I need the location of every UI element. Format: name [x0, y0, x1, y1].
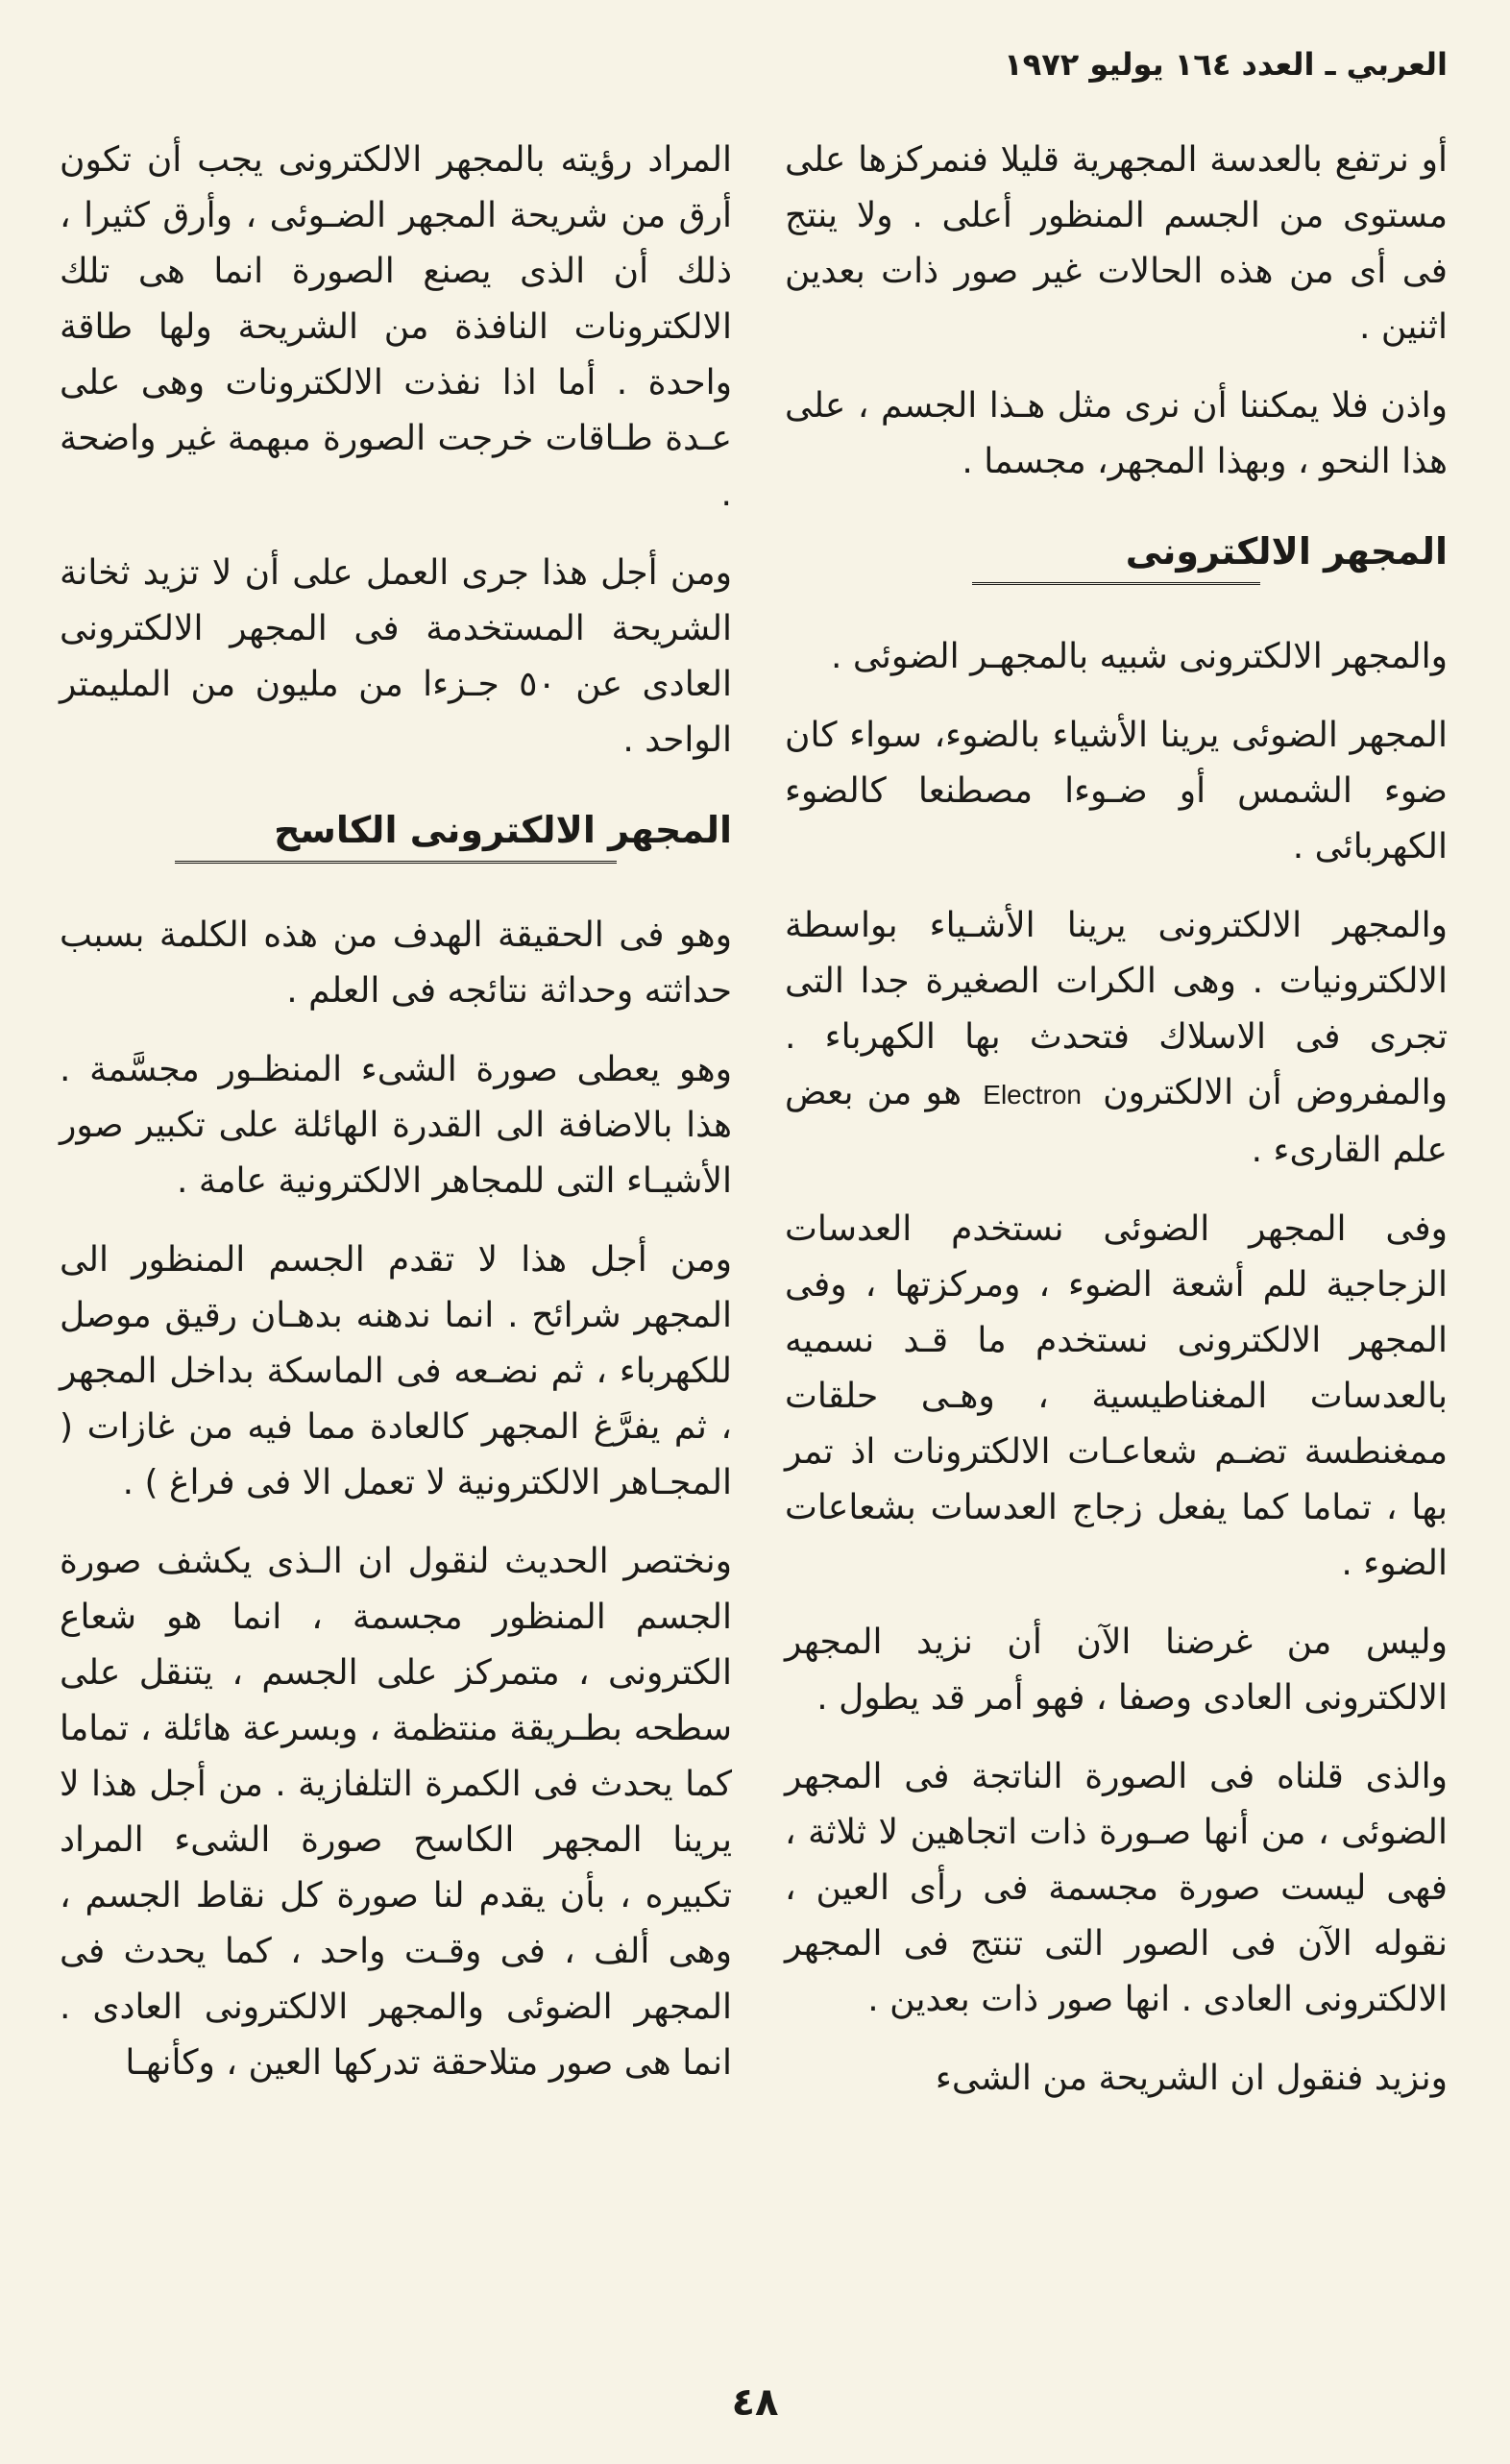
paragraph: والذى قلناه فى الصورة الناتجة فى المجهر الضوئى ، من أنها صـورة ذات اتجاهين لا ثلاثة ، فهى ليست صورة مجسمة فى رأى العين ، نقوله الآن فى الصور التى تنتج فى المجهر الالكترونى العادى . انها صور ذات بعدين . — [785, 1757, 1448, 2019]
paragraph: وهو يعطى صورة الشىء المنظـور مجسَّمة . هذا بالاضافة الى القدرة الهائلة على تكبير صور الأشيـاء التى للمجاهر الالكترونية عامة . — [60, 1050, 732, 1201]
left-column — [60, 133, 732, 2114]
running-header: العربي ـ العدد ١٦٤ يوليو ١٩٧٢ — [1004, 46, 1448, 83]
section-heading — [785, 523, 1448, 585]
paragraph: وهو فى الحقيقة الهدف من هذه الكلمة بسبب حداثته وحداثة نتائجه فى العلم . — [60, 915, 732, 1011]
right-column — [785, 133, 1448, 2130]
paragraph: أو نرتفع بالعدسة المجهرية قليلا فنمركزها على مستوى من الجسم المنظور أعلى . ولا ينتج فى أى من هذه الحالات غير صور ذات بعدين اثنين . — [785, 140, 1448, 347]
paragraph: ونختصر الحديث لنقول ان الـذى يكشف صورة الجسم المنظور مجسمة ، انما هو شعاع الكترونى ، متمركز على الجسم ، يتنقل على سطحه بطـريقة منتظمة ، وبسرعة هائلة ، تماما كما يحدث فى الكمرة التلفازية . من أجل هذا لا يرينا المجهر الكاسح صورة الشىء المراد تكبيره ، بأن يقدم لنا صورة كل نقاط الجسم ، وهى ألف ، فى وقـت واحد ، كما يحدث فى المجهر الضوئى والمجهر الالكترونى العادى . انما هى صور متلاحقة تدركها العين ، وكأنهـا — [60, 1542, 732, 2083]
section-heading — [60, 801, 732, 864]
section-heading-text: المجهر الالكترونى الكاسح — [274, 809, 732, 851]
paragraph — [785, 898, 1448, 1179]
paragraph: ومن أجل هذا جرى العمل على أن لا تزيد ثخانة الشريحة المستخدمة فى المجهر الالكترونى العادى عن ٥٠ جـزءا من مليون من المليمتر الواحد . — [60, 553, 732, 760]
section-heading-text: المجهر الالكترونى — [1125, 530, 1448, 573]
paragraph-text: والمجهر الالكترونى يرينا الأشـياء بواسطة الالكترونيات . وهى الكرات الصغيرة جدا التى تجرى فى الاسلاك فتحدث بها الكهرباء . والمفروض أن الالكترون — [785, 906, 1448, 1112]
paragraph: واذن فلا يمكننا أن نرى مثل هـذا الجسم ، على هذا النحو ، وبهذا المجهر، مجسما . — [785, 386, 1448, 481]
paragraph: وفى المجهر الضوئى نستخدم العدسات الزجاجية للم أشعة الضوء ، ومركزتها ، وفى المجهر الالكترونى نستخدم ما قـد نسميه بالعدسات المغناطيسية ، وهـى حلقات ممغنطسة تضـم شعاعـات الالكترونات اذ تمر بها ، تماما كما يفعل زجاج العدسات بشعاعات الضوء . — [785, 1209, 1448, 1583]
page-number: ٤٨ — [731, 2380, 779, 2425]
paragraph: وليس من غرضنا الآن أن نزيد المجهر الالكترونى العادى وصفا ، فهو أمر قد يطول . — [785, 1622, 1448, 1718]
paragraph: المجهر الضوئى يرينا الأشياء بالضوء، سواء كان ضوء الشمس أو ضـوءا مصطنعا كالضوء الكهربائى . — [785, 716, 1448, 866]
latin-term: Electron — [983, 1080, 1082, 1110]
paragraph: ونزيد فنقول ان الشريحة من الشىء — [935, 2059, 1448, 2098]
paragraph: المراد رؤيته بالمجهر الالكترونى يجب أن تكون أرق من شريحة المجهر الضـوئى ، وأرق كثيرا ، ذلك أن الذى يصنع الصورة انما هى تلك الالكترونات النافذة من الشريحة ولها طاقة واحدة . أما اذا نفذت الالكترونات وهى على عـدة طـاقات خرجت الصورة مبهمة غير واضحة . — [60, 140, 732, 514]
paragraph-text: هو من بعض علم القارىء . — [785, 1073, 1448, 1170]
paragraph: ومن أجل هذا لا تقدم الجسم المنظور الى المجهر شرائح . انما ندهنه بدهـان رقيق موصل للكهرباء ، ثم نضـعه فى الماسكة بداخل المجهر ، ثم يفرَّغ المجهر كالعادة مما فيه من غازات ( المجـاهر الالكترونية لا تعمل الا فى فراغ ) . — [60, 1240, 732, 1502]
heading-underline — [175, 861, 617, 864]
paragraph: والمجهر الالكترونى شبيه بالمجهـر الضوئى . — [830, 637, 1448, 676]
heading-underline — [972, 582, 1260, 585]
